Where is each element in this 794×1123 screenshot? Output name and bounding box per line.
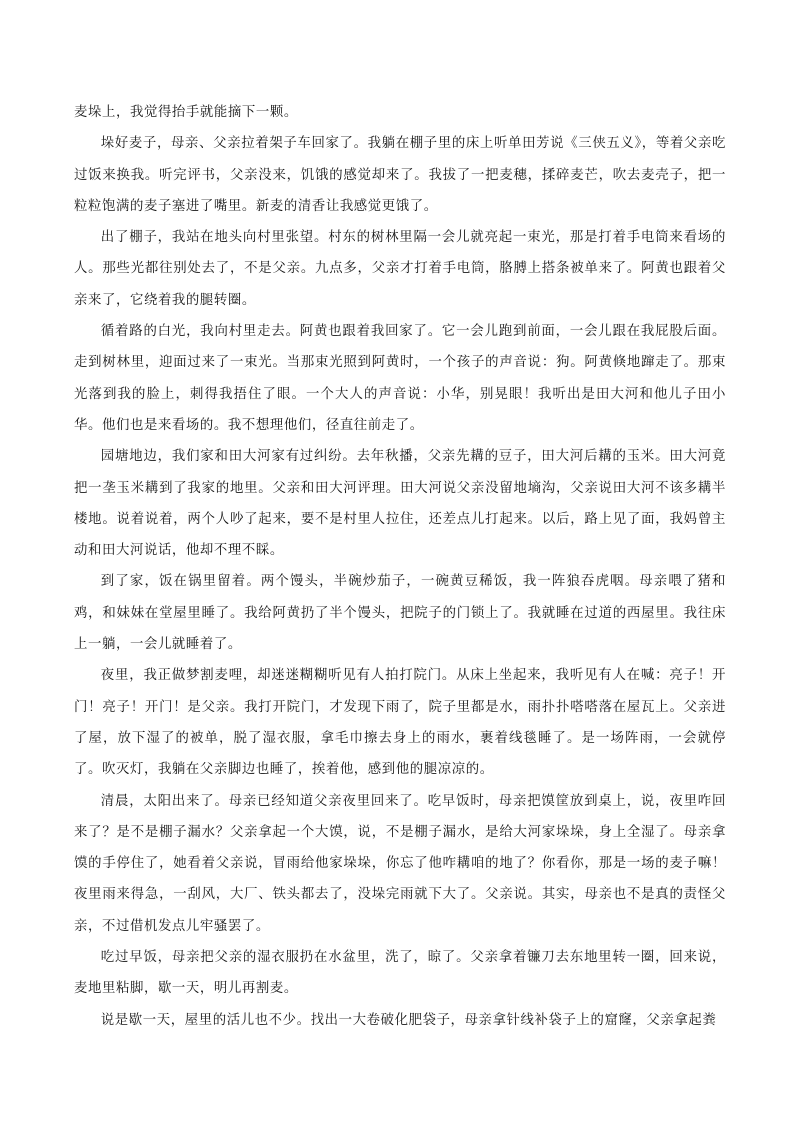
paragraph-6: 到了家，饭在锅里留着。两个馒头，半碗炒茄子，一碗黄豆稀饭，我一阵狼吞虎咽。母亲喂了猪和鸡，和妹妹在堂屋里睡了。我给阿黄扔了半个馒头，把院子的门锁上了。我就睡在过道的西屋里。我往床上一躺，一会儿就睡着了。 [74, 574, 726, 653]
paragraph-1: 麦垛上，我觉得抬手就能摘下一颗。 [74, 105, 298, 120]
paragraph-2: 垛好麦子，母亲、父亲拉着架子车回家了。我躺在棚子里的床上听单田芳说《三侠五义》，等着父亲吃过饭来换我。听完评书，父亲没来，饥饿的感觉却来了。我拔了一把麦穗，揉碎麦芒，吹去麦壳子，把一粒粒饱满的麦子塞进了嘴里。新麦的清香让我感觉更饿了。 [74, 136, 726, 214]
paragraph-10: 说是歇一天，屋里的活儿也不少。找出一大卷破化肥袋子，母亲拿针线补袋子上的窟窿，父亲拿起粪 [100, 1012, 717, 1028]
paragraph-5: 园塘地边，我们家和田大河家有过纠纷。去年秋播，父亲先耩的豆子，田大河后耩的玉米。田大河竟把一垄玉米耩到了我家的地里。父亲和田大河评理。田大河说父亲没留地墒沟，父亲说田大河不该多耩半楼地。说着说着，两个人吵了起来，要不是村里人拉住，还差点儿打起来。以后，路上见了面，我妈曾主动和田大河说话，他却不理不睬。 [74, 449, 726, 559]
paragraph-8: 清晨，太阳出来了。母亲已经知道父亲夜里回来了。吃早饭时，母亲把馍筐放到桌上，说，夜里咋回来了？是不是棚子漏水？父亲拿起一个大馍，说，不是棚子漏水，是给大河家垛垛，身上全湿了。母亲拿馍的手停住了，她看着父亲说，冒雨给他家垛垛，你忘了他咋耩咱的地了？你看你，那是一场的麦子嘛！夜里雨来得急，一刮风，大厂、铁头都去了，没垛完雨就下大了。父亲说。其实，母亲也不是真的责怪父亲，不过借机发点儿牢骚罢了。 [74, 793, 726, 934]
paragraph-9: 吃过早饭，母亲把父亲的湿衣服扔在水盆里，洗了，晾了。父亲拿着镰刀去东地里转一圈，回来说，麦地里粘脚，歇一天，明儿再割麦。 [74, 950, 726, 997]
paragraph-4: 循着路的白光，我向村里走去。阿黄也跟着我回家了。它一会儿跑到前面，一会儿跟在我屁股后面。走到树林里，迎面过来了一束光。当那束光照到阿黄时，一个孩子的声音说：狗。阿黄倏地蹿走了。那束光落到我的脸上，刺得我捂住了眼。一个大人的声音说：小华，别晃眼！我听出是田大河和他儿子田小华。他们也是来看场的。我不想理他们，径直往前走了。 [74, 324, 726, 433]
document-page [74, 97, 726, 1036]
paragraph-7: 夜里，我正做梦割麦哩，却迷迷糊糊听见有人拍打院门。从床上坐起来，我听见有人在喊：亮子！开门！亮子！开门！是父亲。我打开院门，才发现下雨了，院子里都是水，雨扑扑嗒嗒落在屋瓦上。父亲进了屋，放下湿了的被单，脱了湿衣服，拿毛巾擦去身上的雨水，裹着线毯睡了。是一场阵雨，一会就停了。吹灭灯，我躺在父亲脚边也睡了，挨着他，感到他的腿凉凉的。 [74, 668, 726, 778]
paragraph-3: 出了棚子，我站在地头向村里张望。村东的树林里隔一会儿就亮起一束光，那是打着手电筒来看场的人。那些光都往别处去了，不是父亲。九点多，父亲才打着手电筒，胳膊上搭条被单来了。阿黄也跟着父亲来了，它绕着我的腿转圈。 [74, 230, 726, 308]
